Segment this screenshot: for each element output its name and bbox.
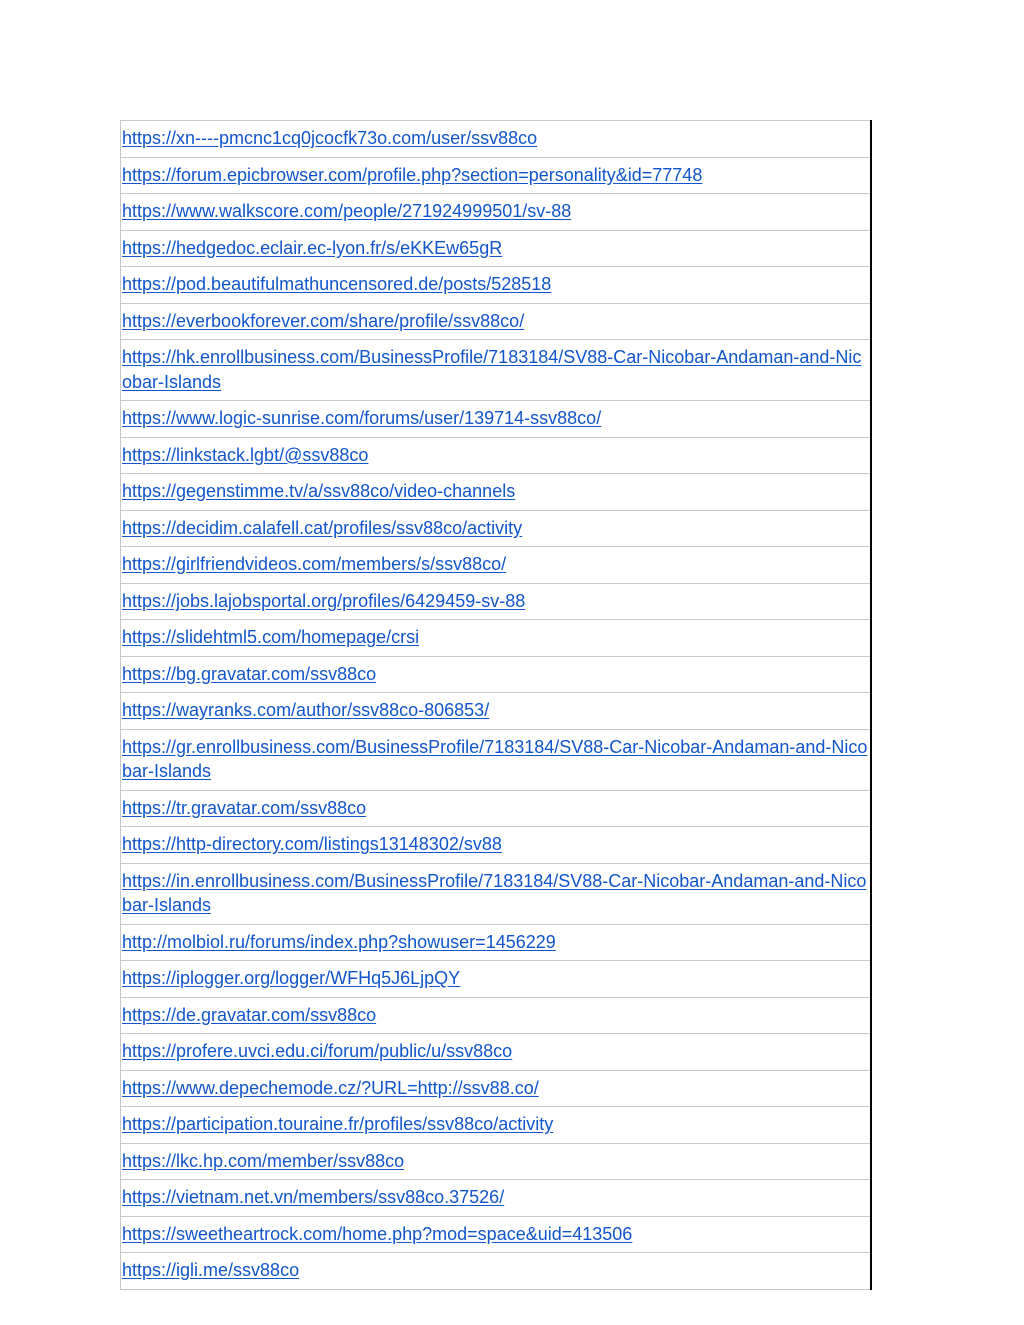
url-link[interactable]: https://tr.gravatar.com/ssv88co [122,797,367,818]
table-cell [121,303,872,340]
table-cell [121,340,872,401]
table-row [121,401,872,438]
table-cell [121,510,872,547]
table-cell [121,194,872,231]
table-cell [121,863,872,924]
table-cell [121,1143,872,1180]
table-row [121,620,872,657]
table-row [121,693,872,730]
table-row [121,1070,872,1107]
table-cell [121,437,872,474]
table-row [121,997,872,1034]
table-cell [121,230,872,267]
table-row [121,583,872,620]
url-link[interactable]: https://gr.enrollbusiness.com/BusinessProfile/7183184/SV88-Car-Nicobar-Andaman-and-Nicobar-Islands [122,736,868,781]
table-cell [121,827,872,864]
url-link[interactable]: https://hedgedoc.eclair.ec-lyon.fr/s/eKKEw65gR [122,237,503,258]
url-link[interactable]: https://gegenstimme.tv/a/ssv88co/video-channels [122,481,516,501]
url-link[interactable]: http://molbiol.ru/forums/index.php?showuser=1456229 [122,931,556,952]
url-link[interactable]: https://www.walkscore.com/people/271924999501/sv-88 [122,201,572,221]
table-cell [121,790,872,827]
table-cell [121,474,872,511]
url-link[interactable]: https://www.depechemode.cz/?URL=http://ssv88.co/ [122,1077,539,1098]
table-row [121,194,872,231]
table-row [121,340,872,401]
url-link[interactable]: https://slidehtml5.com/homepage/crsi [122,627,420,647]
table-cell [121,401,872,438]
table-cell [121,924,872,961]
table-row [121,1216,872,1253]
table-cell [121,997,872,1034]
table-row [121,790,872,827]
table-row [121,267,872,304]
table-row [121,961,872,998]
url-link[interactable]: https://girlfriendvideos.com/members/s/ssv88co/ [122,554,507,574]
url-link[interactable]: https://iplogger.org/logger/WFHq5J6LjpQY [122,968,461,988]
url-link[interactable]: https://xn----pmcnc1cq0jcocfk73o.com/user/ssv88co [122,128,538,148]
url-link[interactable]: https://profere.uvci.edu.ci/forum/public/u/ssv88co [122,1041,513,1061]
url-link[interactable]: https://igli.me/ssv88co [122,1260,300,1280]
table-cell [121,547,872,584]
url-link[interactable]: https://decidim.calafell.cat/profiles/ssv88co/activity [122,517,523,538]
table-row [121,303,872,340]
table-cell [121,1253,872,1290]
table-cell [121,729,872,790]
table-cell [121,583,872,620]
url-link[interactable]: https://http-directory.com/listings13148302/sv88 [122,834,502,854]
link-table-body [121,121,872,1290]
table-row [121,729,872,790]
table-row [121,230,872,267]
table-cell [121,121,872,158]
url-link[interactable]: https://sweetheartrock.com/home.php?mod=space&uid=413506 [122,1223,633,1244]
table-cell [121,656,872,693]
table-cell [121,1034,872,1071]
table-row [121,863,872,924]
table-row [121,157,872,194]
table-cell [121,267,872,304]
url-link[interactable]: https://bg.gravatar.com/ssv88co [122,663,377,684]
table-row [121,924,872,961]
table-row [121,1180,872,1217]
table-cell [121,1107,872,1144]
table-row [121,656,872,693]
table-row [121,1143,872,1180]
table-cell [121,693,872,730]
table-row [121,827,872,864]
table-cell [121,620,872,657]
url-link[interactable]: https://wayranks.com/author/ssv88co-806853/ [122,700,490,720]
url-link[interactable]: https://hk.enrollbusiness.com/BusinessProfile/7183184/SV88-Car-Nicobar-Andaman-and-Nicobar-Islands [122,347,862,392]
table-cell [121,1070,872,1107]
url-link[interactable]: https://jobs.lajobsportal.org/profiles/6429459-sv-88 [122,590,526,611]
table-row [121,547,872,584]
table-cell [121,1216,872,1253]
table-row [121,510,872,547]
url-link[interactable]: https://linkstack.lgbt/@ssv88co [122,444,369,465]
url-link[interactable]: https://pod.beautifulmathuncensored.de/posts/528518 [122,274,552,294]
table-row [121,1107,872,1144]
url-link[interactable]: https://in.enrollbusiness.com/BusinessProfile/7183184/SV88-Car-Nicobar-Andaman-and-Nicobar-Islands [122,870,867,915]
url-link[interactable]: https://vietnam.net.vn/members/ssv88co.37526/ [122,1187,505,1207]
table-row [121,121,872,158]
table-cell [121,1180,872,1217]
url-link[interactable]: https://lkc.hp.com/member/ssv88co [122,1150,405,1171]
url-link[interactable]: https://forum.epicbrowser.com/profile.php?section=personality&id=77748 [122,164,703,185]
table-row [121,1253,872,1290]
table-cell [121,961,872,998]
url-link[interactable]: https://participation.touraine.fr/profiles/ssv88co/activity [122,1114,554,1134]
table-row [121,474,872,511]
url-link[interactable]: https://de.gravatar.com/ssv88co [122,1004,377,1025]
table-row [121,437,872,474]
url-link[interactable]: https://everbookforever.com/share/profile/ssv88co/ [122,310,525,331]
url-link[interactable]: https://www.logic-sunrise.com/forums/user/139714-ssv88co/ [122,408,602,428]
link-table [120,120,872,1290]
table-row [121,1034,872,1071]
table-cell [121,157,872,194]
